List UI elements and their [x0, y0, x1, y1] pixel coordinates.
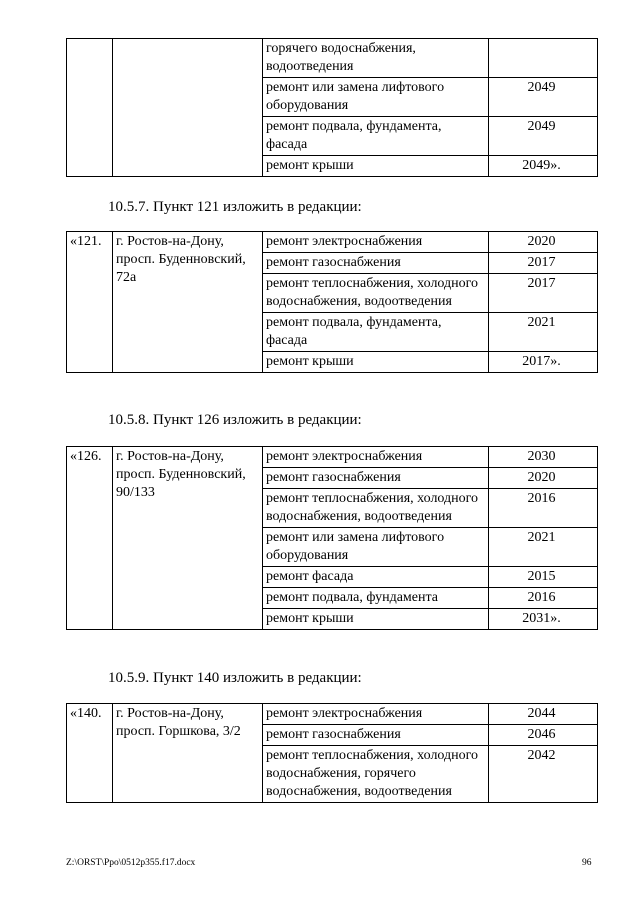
work-cell: ремонт электроснабжения [263, 704, 489, 725]
year-cell: 2020 [489, 232, 598, 253]
work-line: горячего водоснабжения, [266, 41, 416, 56]
work-cell: ремонт фасада [263, 567, 489, 588]
address-cell [113, 39, 263, 177]
work-cell: ремонт крыши [263, 609, 489, 630]
paragraph-point-140: 10.5.9. Пункт 140 изложить в редакции: [108, 670, 362, 686]
num-cell: «126. [67, 447, 113, 630]
year-cell: 2017 [489, 274, 598, 313]
year-cell: 2030 [489, 447, 598, 468]
year-cell: 2021 [489, 528, 598, 567]
year-cell: 2042 [489, 746, 598, 803]
work-cell: ремонт теплоснабжения, холодного водоснабжения, водоотведения [263, 489, 489, 528]
work-line: водоотведения [266, 59, 354, 74]
footer-page-number: 96 [582, 858, 592, 868]
num-cell [67, 39, 113, 177]
year-cell: 2017 [489, 253, 598, 274]
table-row [67, 447, 598, 468]
address-cell: г. Ростов-на-Дону, просп. Буденновский, 90/133 [113, 447, 263, 630]
year-cell: 2021 [489, 313, 598, 352]
table-continuation [66, 38, 598, 177]
table-point-126 [66, 446, 598, 630]
table-point-140 [66, 703, 598, 803]
work-cell: ремонт электроснабжения [263, 232, 489, 253]
work-cell [263, 39, 489, 78]
footer-file-path: Z:\ORST\Ppo\0512p355.f17.docx [66, 858, 196, 868]
paragraph-point-126: 10.5.8. Пункт 126 изложить в редакции: [108, 412, 362, 428]
table-row [67, 232, 598, 253]
work-cell: ремонт крыши [263, 156, 489, 177]
num-cell: «121. [67, 232, 113, 373]
work-cell: ремонт газоснабжения [263, 253, 489, 274]
table-row [67, 39, 598, 78]
num-cell: «140. [67, 704, 113, 803]
year-cell: 2016 [489, 588, 598, 609]
work-cell: ремонт газоснабжения [263, 725, 489, 746]
work-cell: ремонт газоснабжения [263, 468, 489, 489]
year-cell: 2049 [489, 78, 598, 117]
table-point-121 [66, 231, 598, 373]
address-cell: г. Ростов-на-Дону, просп. Горшкова, 3/2 [113, 704, 263, 803]
year-cell: 2017». [489, 352, 598, 373]
work-cell: ремонт подвала, фундамента [263, 588, 489, 609]
work-cell: ремонт или замена лифтового оборудования [263, 528, 489, 567]
year-cell: 2044 [489, 704, 598, 725]
work-cell: ремонт крыши [263, 352, 489, 373]
year-cell [489, 39, 598, 78]
table-row [67, 704, 598, 725]
paragraph-point-121: 10.5.7. Пункт 121 изложить в редакции: [108, 199, 362, 215]
year-cell: 2020 [489, 468, 598, 489]
address-cell: г. Ростов-на-Дону, просп. Буденновский, 72а [113, 232, 263, 373]
work-cell: ремонт или замена лифтового оборудования [263, 78, 489, 117]
work-cell: ремонт теплоснабжения, холодного водоснабжения, горячего водоснабжения, водоотведения [263, 746, 489, 803]
year-cell: 2016 [489, 489, 598, 528]
work-cell: ремонт подвала, фундамента, фасада [263, 117, 489, 156]
year-cell: 2049 [489, 117, 598, 156]
work-cell: ремонт электроснабжения [263, 447, 489, 468]
year-cell: 2046 [489, 725, 598, 746]
year-cell: 2049». [489, 156, 598, 177]
work-cell: ремонт теплоснабжения, холодного водоснабжения, водоотведения [263, 274, 489, 313]
year-cell: 2015 [489, 567, 598, 588]
year-cell: 2031». [489, 609, 598, 630]
work-cell: ремонт подвала, фундамента, фасада [263, 313, 489, 352]
